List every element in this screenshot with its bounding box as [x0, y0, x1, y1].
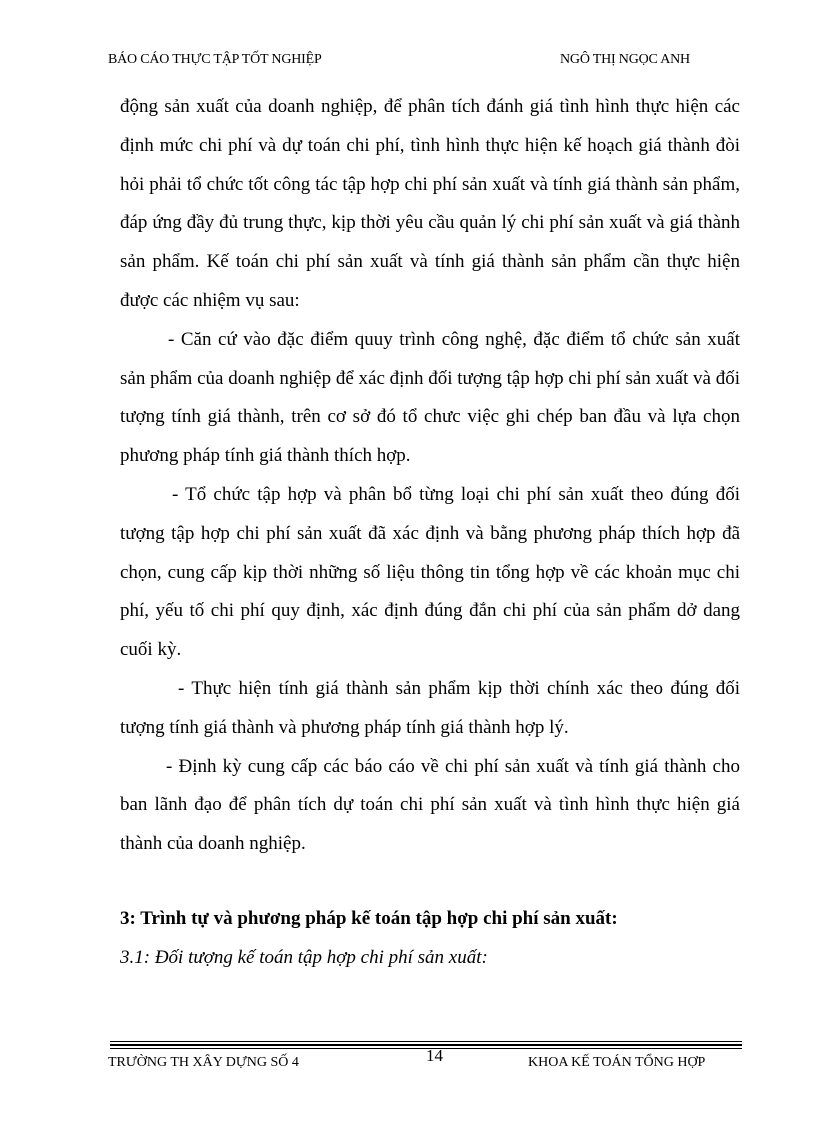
list-item-task-3: - Thực hiện tính giá thành sản phẩm kịp thời chính xác theo đúng đối tượng tính giá thành và phương pháp tính giá thành hợp lý. [120, 677, 740, 738]
section-heading: 3: Trình tự và phương pháp kế toán tập hợp chi phí sản xuất: [120, 908, 618, 929]
list-item-task-4: - Định kỳ cung cấp các báo cáo về chi phí sản xuất và tính giá thành cho ban lãnh đạo để phân tích dự toán chi phí sản xuất và tình hình thực hiện giá thành của doanh nghiệp. [120, 755, 740, 855]
list-item-task-1: - Căn cứ vào đặc điểm quuy trình công nghệ, đặc điểm tổ chức sản xuất sản phẩm của doanh nghiệp để xác định đối tượng tập hợp chi phí sản xuất và đối tượng tính giá thành, trên cơ sở đó tổ chưc việc ghi chép ban đầu và lựa chọn phương pháp tính giá thành thích hợp. [120, 328, 740, 467]
footer-school-name: TRƯỜNG TH XÂY DỰNG SỐ 4 [108, 1055, 299, 1070]
footer-divider-line [110, 1041, 742, 1042]
body-text [120, 88, 740, 864]
subsection-heading: 3.1: Đối tượng kế toán tập hợp chi phí sản xuất: [120, 947, 488, 968]
header-report-title: BÁO CÁO THỰC TẬP TỐT NGHIỆP [108, 52, 322, 67]
header-author-name: NGÔ THỊ NGỌC ANH [560, 52, 690, 67]
paragraph-intro: động sản xuất của doanh nghiệp, để phân tích đánh giá tình hình thực hiện các định mức chi phí và dự toán chi phí, tình hình thực hiện kế hoạch giá thành đòi hỏi phải tổ chức tốt công tác tập hợp chi phí sản xuất và tính giá thành sản phẩm, đáp ứng đầy đủ trung thực, kịp thời yêu cầu quản lý chi phí sản xuất và giá thành sản phẩm. Kế toán chi phí sản xuất và tính giá thành sản phẩm cần thực hiện được các nhiệm vụ sau: [120, 96, 740, 311]
list-item-task-2: - Tổ chức tập hợp và phân bổ từng loại chi phí sản xuất theo đúng đối tượng tập hợp chi phí sản xuất đã xác định và bằng phương pháp thích hợp đã chọn, cung cấp kịp thời những số liệu thông tin tổng hợp về các khoản mục chi phí, yếu tố chi phí quy định, xác định đúng đắn chi phí của sản phẩm dở dang cuối kỳ. [120, 483, 740, 661]
footer-department-name: KHOA KẾ TOÁN TỔNG HỢP [528, 1055, 706, 1070]
page-number: 14 [426, 1046, 443, 1065]
